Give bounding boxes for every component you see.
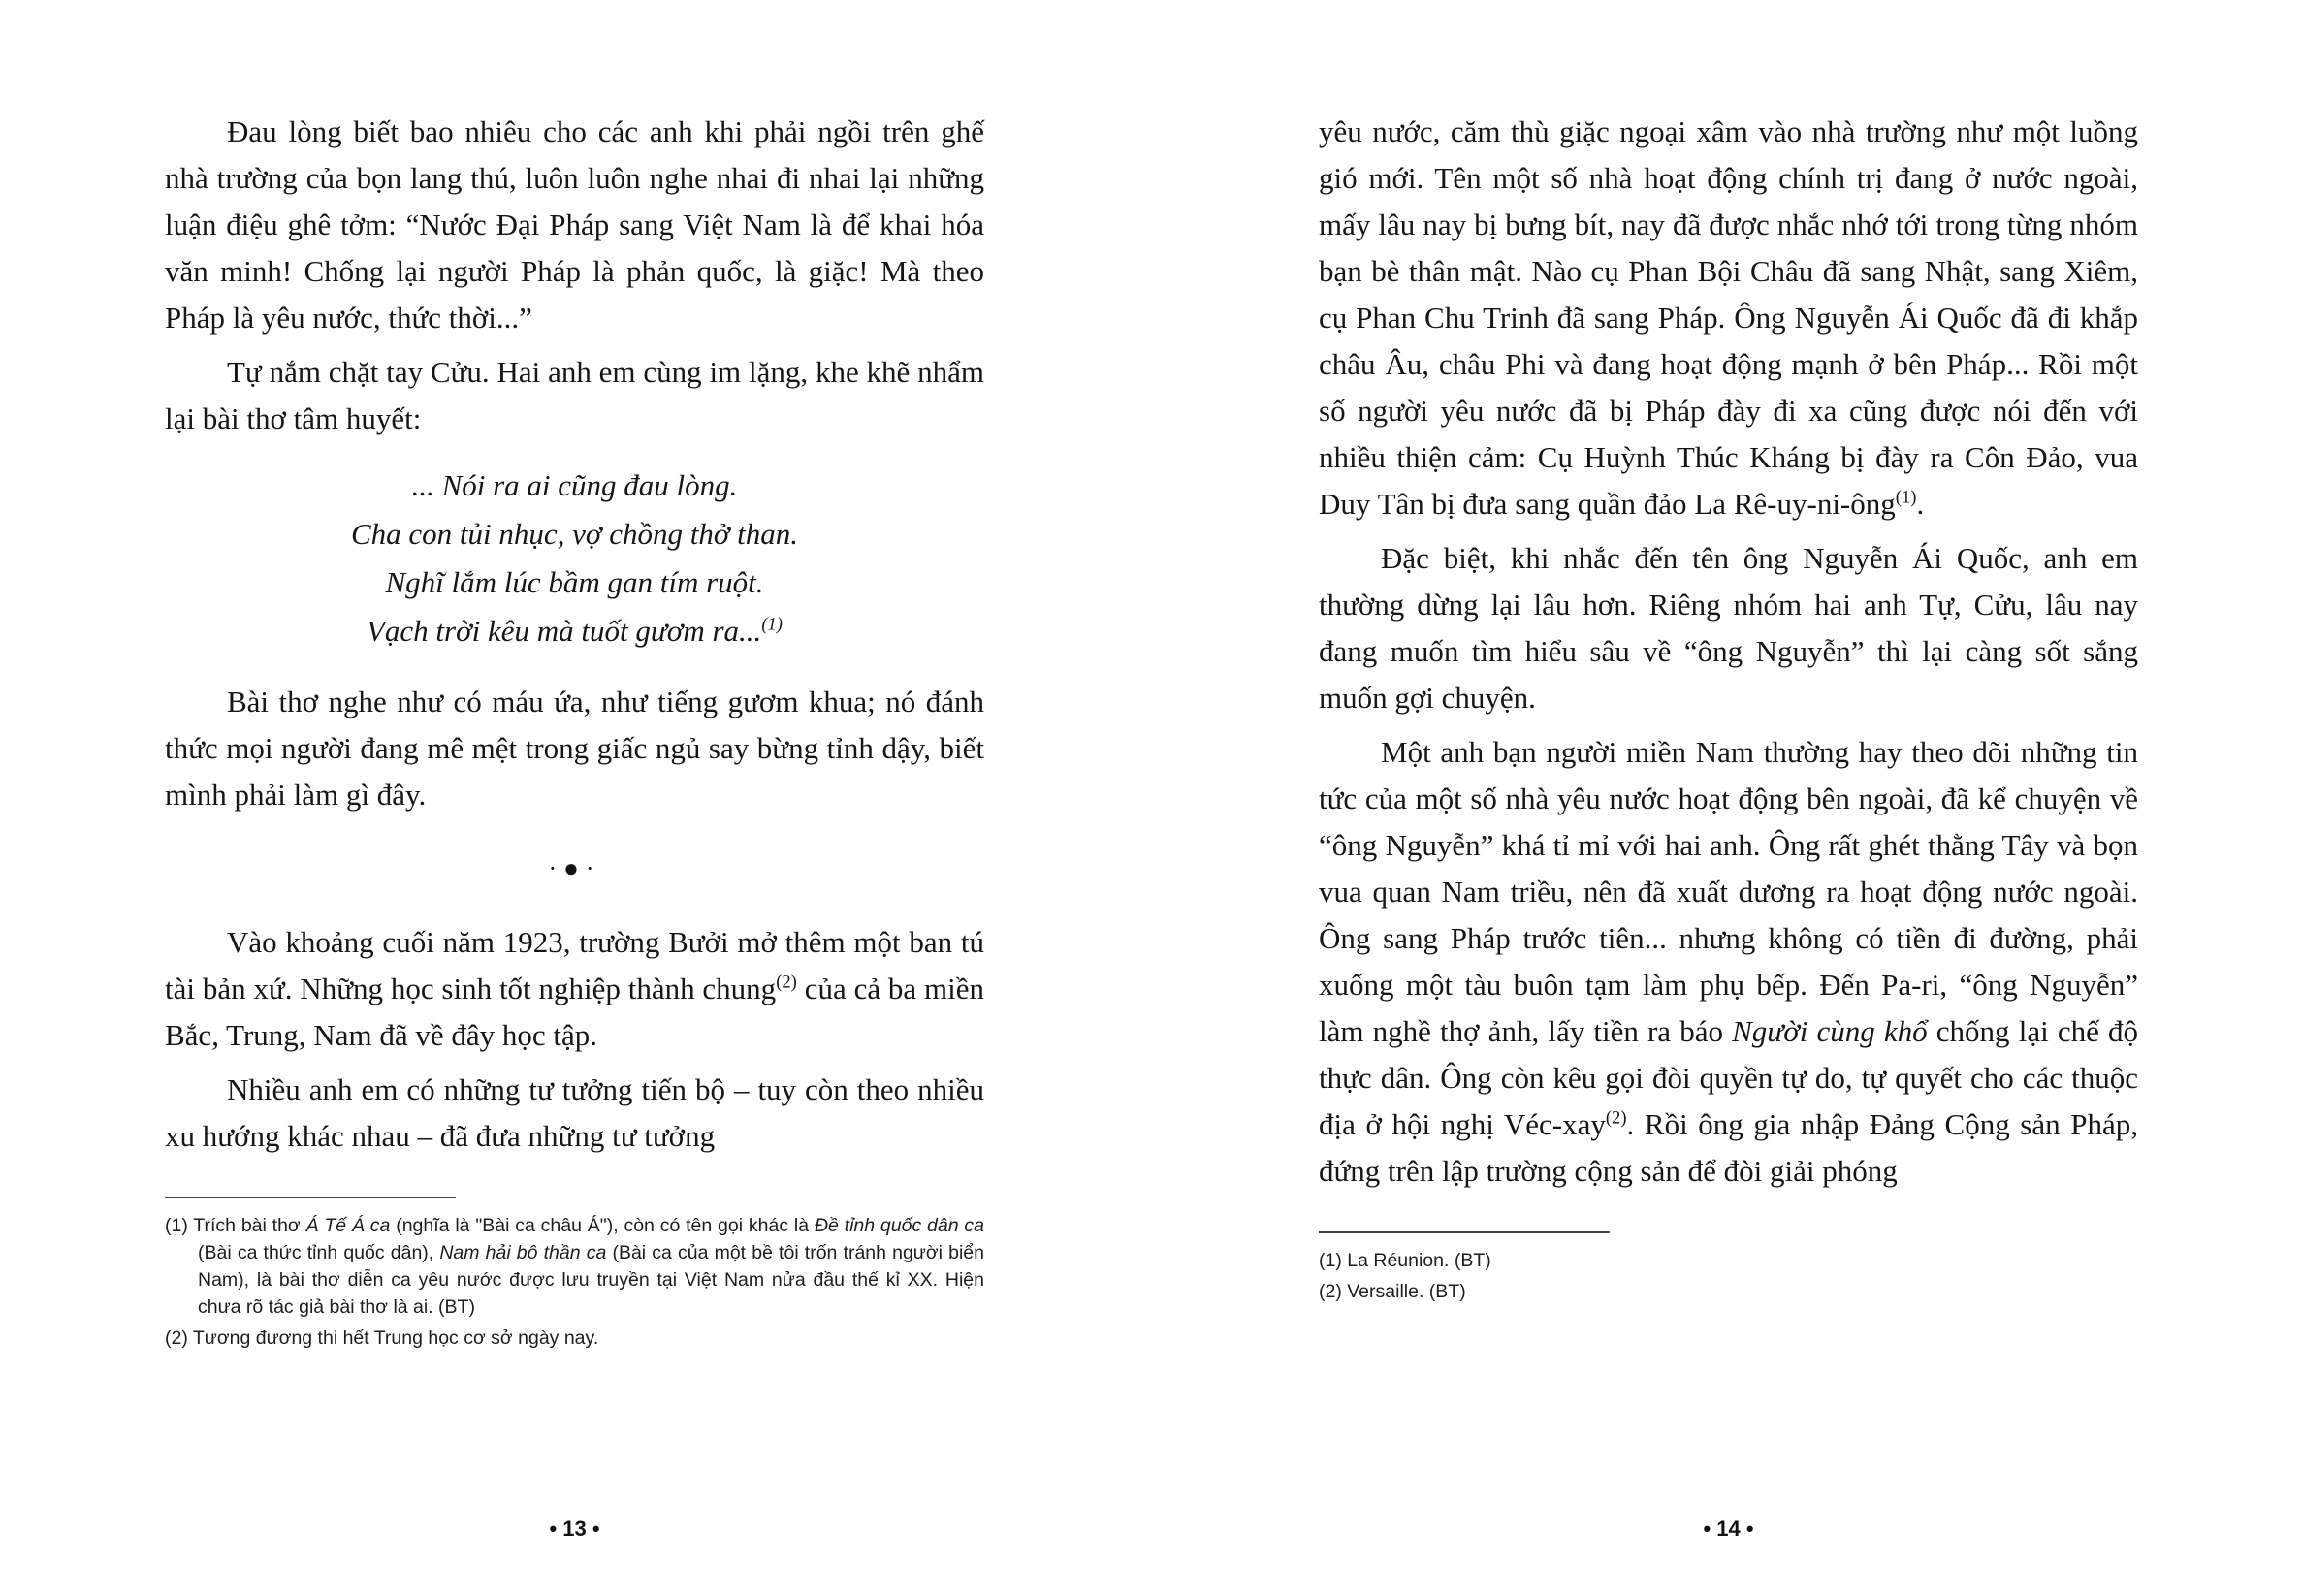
text-run: . <box>1916 487 1925 521</box>
poem-line <box>165 559 984 607</box>
italic-text: Người cùng khổ <box>1732 1014 1928 1048</box>
footnote <box>1319 1278 2138 1305</box>
paragraph <box>165 349 984 442</box>
paragraph <box>165 679 984 818</box>
text-run: Vạch trời kêu mà tuốt gươm ra... <box>366 614 762 648</box>
text-run: Một anh bạn người miền Nam thường hay theo dõi những tin tức của một số nhà yêu nước hoạt động bên ngoài, đã kể chuyện về “ông Nguyễn” khá tỉ mỉ với hai anh. Ông rất ghét thằng Tây và bọn vua quan Nam triều, nên đã xuất dương ra hoạt động nước ngoài. Ông sang Pháp trước tiên... nhưng không có tiền đi đường, phải xuống một tàu buôn tạm làm phụ bếp. Đến Pa-ri, “ông Nguyễn” làm nghề thợ ảnh, lấy tiền ra báo <box>1319 735 2138 1048</box>
footnote-separator <box>1319 1231 1610 1233</box>
poem-line <box>165 607 984 655</box>
footnote-ref: (1) <box>761 614 783 635</box>
text-run: Vào khoảng cuối năm 1923, trường Bưởi mở thêm một ban tú tài bản xứ. Những học sinh tốt nghiệp thành chung <box>165 925 984 1005</box>
footnote <box>165 1325 984 1352</box>
text-run: ... Nói ra ai cũng đau lòng. <box>411 468 738 502</box>
footnote-ref: (2) <box>776 972 797 993</box>
footnote-ref: (1) <box>1895 487 1917 508</box>
italic-text: Á Tế Á ca <box>305 1215 391 1236</box>
page-13-footnotes <box>165 1197 984 1356</box>
text-run: (1) Trích bài thơ <box>165 1215 306 1236</box>
page-13-content <box>165 109 984 1167</box>
italic-text: Nam hải bô thần ca <box>439 1242 607 1263</box>
text-run: . Rồi ông gia nhập Đảng Cộng sản Pháp, đứng trên lập trường cộng sản để đòi giải phóng <box>1319 1107 2138 1188</box>
italic-text: Đề tỉnh quốc dân ca <box>814 1215 984 1236</box>
page-14-content <box>1319 109 2138 1202</box>
text-run: Bài thơ nghe như có máu ứa, như tiếng gươm khua; nó đánh thức mọi người đang mê mệt trong giấc ngủ say bừng tỉnh dậy, biết mình phải làm gì đây. <box>165 685 984 812</box>
footnote-separator <box>165 1197 456 1198</box>
page-14 <box>1319 0 2138 1596</box>
text-run: yêu nước, căm thù giặc ngoại xâm vào nhà trường như một luồng gió mới. Tên một số nhà hoạt động chính trị đang ở nước ngoài, mấy lâu nay bị bưng bít, nay đã được nhắc nhớ tới trong từng nhóm bạn bè thân mật. Nào cụ Phan Bội Châu đã sang Nhật, sang Xiêm, cụ Phan Chu Trinh đã sang Pháp. Ông Nguyễn Ái Quốc đã đi khắp châu Âu, châu Phi và đang hoạt động mạnh ở bên Pháp... Rồi một số người yêu nước đã bị Pháp đày đi xa cũng được nói đến với nhiều thiện cảm: Cụ Huỳnh Thúc Kháng bị đày ra Côn Đảo, vua Duy Tân bị đưa sang quần đảo La Rê-uy-ni-ông <box>1319 114 2138 521</box>
paragraph <box>1319 109 2138 527</box>
page-14-footnotes <box>1319 1231 2138 1309</box>
text-run: Cha con tủi nhục, vợ chồng thở than. <box>350 517 798 551</box>
paragraph <box>165 919 984 1059</box>
footnote <box>165 1212 984 1321</box>
footnote-ref: (2) <box>1605 1107 1627 1129</box>
text-run: Nhiều anh em có những tư tưởng tiến bộ – tuy còn theo nhiều xu hướng khác nhau – đã đưa những tư tưởng <box>165 1072 984 1153</box>
paragraph <box>165 109 984 341</box>
poem-line <box>165 510 984 559</box>
paragraph <box>165 1067 984 1160</box>
text-run: Nghĩ lắm lúc bầm gan tím ruột. <box>385 565 764 599</box>
text-run: (1) La Réunion. (BT) <box>1319 1250 1491 1271</box>
footnote <box>1319 1247 2138 1274</box>
text-run: Đau lòng biết bao nhiêu cho các anh khi phải ngồi trên ghế nhà trường của bọn lang thú, luôn luôn nghe nhai đi nhai lại những luận điệu ghê tởm: “Nước Đại Pháp sang Việt Nam là để khai hóa văn minh! Chống lại người Pháp là phản quốc, là giặc! Mà theo Pháp là yêu nước, thức thời...” <box>165 114 984 335</box>
poem-line <box>165 462 984 510</box>
text-run: Đặc biệt, khi nhắc đến tên ông Nguyễn Ái Quốc, anh em thường dừng lại lâu hơn. Riêng nhóm hai anh Tự, Cửu, lâu nay đang muốn tìm hiểu sâu về “ông Nguyễn” thì lại càng sốt sắng muốn gợi chuyện. <box>1319 541 2138 715</box>
page-14-number: • 14 • <box>1703 1516 1754 1541</box>
text-run: Tự nắm chặt tay Cửu. Hai anh em cùng im lặng, khe khẽ nhẩm lại bài thơ tâm huyết: <box>165 355 984 435</box>
text-run: chống lại chế độ thực dân. Ông còn kêu gọi đòi quyền tự do, tự quyết cho các thuộc địa ở hội nghị Véc-xay <box>1319 1014 2138 1141</box>
page-13-number: • 13 • <box>549 1516 600 1541</box>
section-break-ornament: ·●· <box>548 854 601 882</box>
paragraph <box>1319 729 2138 1195</box>
text-run: (2) Versaille. (BT) <box>1319 1281 1466 1302</box>
text-run: (nghĩa là "Bài ca châu Á"), còn có tên gọi khác là <box>390 1215 815 1236</box>
text-run: (Bài ca thức tỉnh quốc dân), <box>198 1242 440 1263</box>
text-run: (Bài ca của một bề tôi trốn tránh người biển Nam), là bài thơ diễn ca yêu nước được lưu truyền tại Việt Nam nửa đầu thế kỉ XX. Hiện chưa rõ tác giả bài thơ là ai. (BT) <box>198 1242 984 1318</box>
page-13 <box>165 0 984 1596</box>
paragraph <box>1319 535 2138 721</box>
poem-block <box>165 462 984 655</box>
text-run: của cả ba miền Bắc, Trung, Nam đã về đây học tập. <box>165 972 985 1052</box>
text-run: (2) Tương đương thi hết Trung học cơ sở ngày nay. <box>165 1327 599 1349</box>
